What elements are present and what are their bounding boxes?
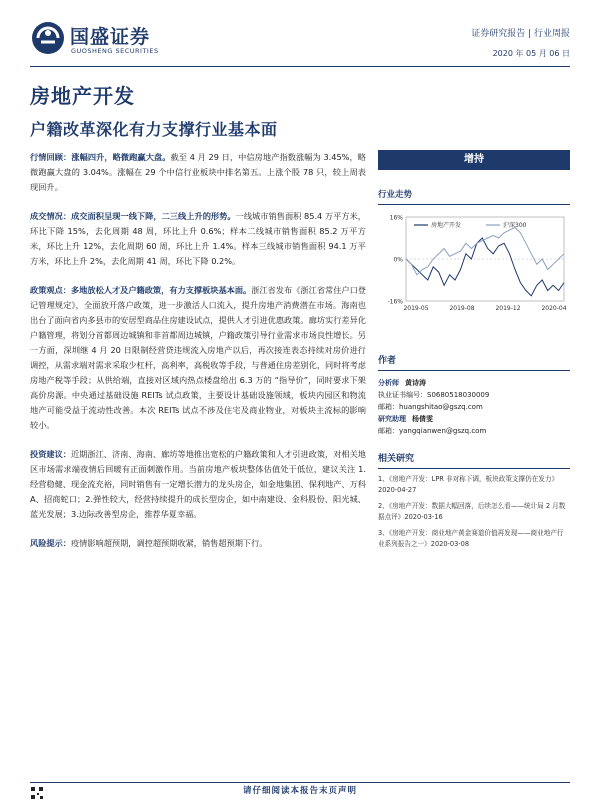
footer-disclaimer: 请仔细阅读本报告末页声明 <box>242 786 357 796</box>
chart-frame <box>406 217 564 301</box>
chart-x-tick-label: 2020-04 <box>541 305 567 312</box>
chart-legend-label: 沪深300 <box>503 222 527 229</box>
paragraph-lead: 风险提示： <box>30 538 71 548</box>
analyst-email[interactable]: 邮箱：huangshitao@gszq.com <box>378 403 483 411</box>
sidebar <box>378 150 570 550</box>
paragraph-highlight: 成交面积呈现一线下降，二三线上升的形势。 <box>71 211 236 221</box>
paragraph-highlight: 涨幅四升，略微跑赢大盘。 <box>71 152 171 162</box>
paragraph-lead: 行情回顾： <box>30 152 72 162</box>
report-title: 户籍改革深化有力支撑行业基本面 <box>30 120 278 139</box>
related-item[interactable]: 3、《房地产开发：商业地产黄金赛道价值再发现——商业地产行业系列报告之一》2020-03-08 <box>378 529 564 548</box>
company-logo <box>30 20 170 60</box>
paragraph-body: 截至 4 月 29 日，中信房地产指数涨幅为 3.45%，略微跑赢大盘的 3.04%。涨幅在 29 个中信行业板块中排名第五。上涨个股 78 只，较上周表现回升。 <box>30 152 366 192</box>
rating-badge: 增持 <box>378 150 570 170</box>
footer-divider <box>30 782 570 783</box>
paragraph-investment <box>30 447 366 522</box>
chart-legend-label: 房地产开发 <box>431 222 462 229</box>
chart-y-tick-label: -16% <box>387 298 403 306</box>
logo-text-cn: 国盛证券 <box>70 26 151 48</box>
paragraph-market-review <box>30 150 366 195</box>
paragraph-risk <box>30 536 366 551</box>
industry-name: 房地产开发 <box>30 84 135 108</box>
main-body <box>30 150 366 561</box>
paragraph-lead: 投资建议： <box>30 449 71 459</box>
analyst-block <box>378 377 570 437</box>
company-logo-icon <box>30 20 66 56</box>
logo-text-en: GUOSHENG SECURITIES <box>71 47 159 55</box>
assistant-name: 杨倩雯 <box>412 415 433 423</box>
paragraph-body: 浙江省发布《浙江省常住户口登记管理规定》，全面放开落户政策，进一步激活人口流入，提升房地产消费潜在市场。海南也出台了面向省内多县市的安居型商品住房建设试点，提供人才引进优惠政策。廊坊实行差异化户籍管理，将划分首都周边城镇和非首都周边城镇，户籍政策引导行业需求市场良性增长。另一方面，深圳继 4 月 20 日限制经营贷违规流入房地产以后，再次接连表态持续对房价进行调控，从需求端对需求采取少杠杆，高利率，高税收等手段，与普通住房差别化，同时将考虑房地产税等手段；从供给端，直接对区域内热点楼盘给出 6.3 万的 “指导价”，同时要求下架高价房源。中央通过基础设施 REITs 试点政策，主要设计基础设施领域，板块内园区和物流地产可能受益于流动性改善。本次 REITs 试点不涉及住宅及商业物业，对板块主流标的影响较小。 <box>30 285 366 430</box>
paragraph-policy <box>30 283 366 433</box>
paragraph-lead: 成交情况： <box>30 211 72 221</box>
chart-series-line <box>406 238 564 296</box>
trend-chart-svg <box>378 209 570 319</box>
analyst-role: 分析师 <box>378 379 399 387</box>
chart-x-tick-label: 2019-12 <box>495 305 521 312</box>
chart-y-tick-label: 16% <box>389 214 403 222</box>
analyst-name: 黄诗涛 <box>405 379 426 387</box>
trend-chart <box>378 209 570 319</box>
chart-y-tick-label: 0% <box>393 256 403 264</box>
trend-title: 行业走势 <box>378 188 570 205</box>
authors-title: 作者 <box>378 353 570 371</box>
chart-x-tick-label: 2019-05 <box>403 305 429 312</box>
related-title: 相关研究 <box>378 451 570 469</box>
paragraph-highlight: 多地放松人才及户籍政策，有力支撑板块基本面。 <box>70 285 252 295</box>
related-item[interactable]: 1、《房地产开发：LPR 非对称下调，板块政策支撑仍在发力》2020-04-27 <box>378 475 559 494</box>
paragraph-lead: 政策观点： <box>30 285 71 295</box>
paragraph-body: 一线城市销售面积 85.4 万平方米，环比下降 15%，去化周期 48 周，环比上升 0.6%；样本二线城市销售面积 85.2 万平方米，环比上升 12%，去化周期 60 周，环比上升 1.4%。样本三线城市销售面积 94.1 万平方米，环比上升 2%，去化周期 41 周，环比下降 0.2%。 <box>30 211 366 266</box>
assistant-email[interactable]: 邮箱：yangqianwen@gszq.com <box>378 427 487 435</box>
paragraph-body: 近期浙江、济南、海南、廊坊等地推出宽松的户籍政策和人才引进政策，对相关地区市场需求端夜情后回暖有正面刺激作用。当前房地产板块整体估值处于低位，建议关注 1.经营稳健、现金流充裕，同时销售有一定增长潜力的龙头房企，如金地集团、保利地产、万科 A、招商蛇口；2.弹性较大，经营持续提升的成长型房企，如中南建设、金科股份、阳光城、蓝光发展；3.边际改善型房企，推荐华夏幸福。 <box>30 449 366 519</box>
report-date: 2020 年 05 月 06 日 <box>492 49 570 58</box>
chart-series-line <box>406 228 564 275</box>
header-divider <box>30 66 570 67</box>
related-item[interactable]: 2、《房地产开发：数据大幅回落，后续怎么看——统计局 2 月数据点评》2020-03-16 <box>378 502 566 521</box>
paragraph-body: 疫情影响超预期，调控超预期收紧，销售超预期下行。 <box>70 538 268 548</box>
assistant-role: 研究助理 <box>378 415 406 423</box>
paragraph-transactions <box>30 209 366 269</box>
chart-x-tick-label: 2019-08 <box>449 305 475 312</box>
analyst-cert: 执业证书编号：S0680518030009 <box>378 391 490 399</box>
header <box>0 0 600 80</box>
report-type: 证券研究报告 | 行业周报 <box>471 29 570 39</box>
